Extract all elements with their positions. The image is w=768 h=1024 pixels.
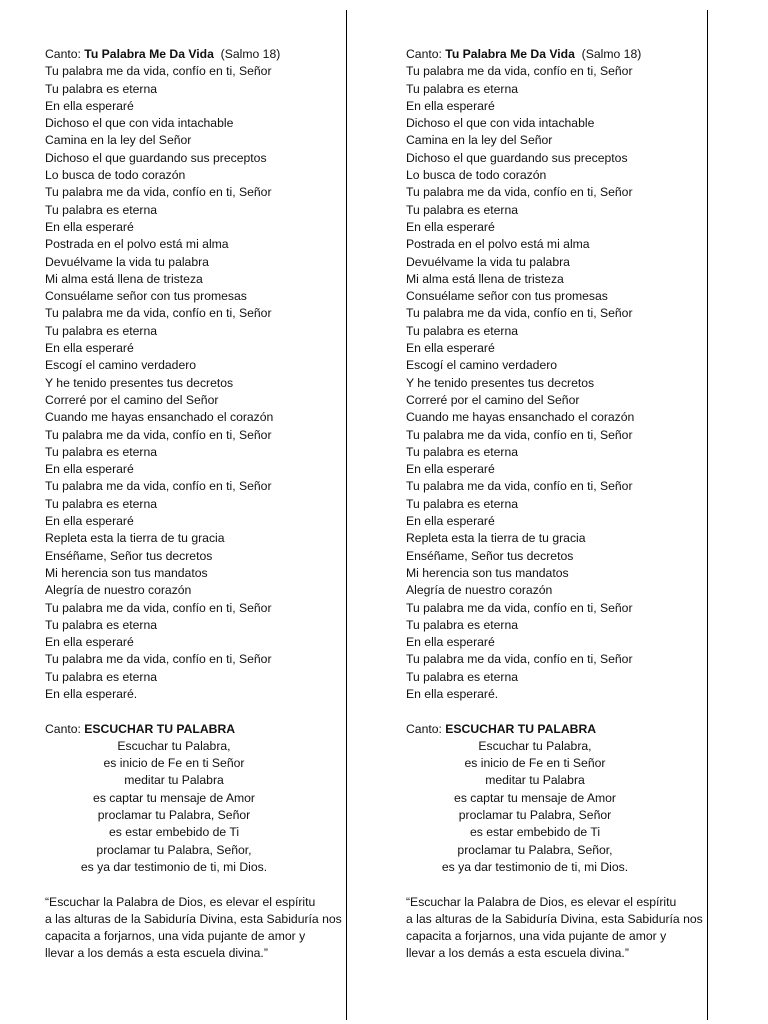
song2-heading: [45, 721, 350, 738]
lyric-line: Tu palabra es eterna: [45, 496, 158, 511]
lyric-line: En ella esperaré: [406, 219, 495, 234]
lyric-line: Tu palabra es eterna: [406, 617, 519, 632]
lyric-line: es captar tu mensaje de Amor: [93, 790, 255, 805]
lyric-line: Repleta esta la tierra de tu gracia: [45, 531, 225, 546]
lyric-line: En ella esperaré: [406, 514, 495, 529]
lyric-line: “Escuchar la Palabra de Dios, es elevar el espíritu: [406, 894, 677, 909]
section-spacer: [406, 876, 711, 893]
song2-heading: [406, 721, 711, 738]
lyric-line: Tu palabra es eterna: [406, 323, 519, 338]
lyric-line: Tu palabra es eterna: [406, 496, 519, 511]
lyric-line: Tu palabra me da vida, confío en ti, Señor: [45, 600, 272, 615]
lyric-line: Devuélvame la vida tu palabra: [406, 254, 570, 269]
quote-block: [406, 894, 711, 963]
song1-lyrics: [45, 63, 350, 703]
lyric-line: Consuélame señor con tus promesas: [406, 289, 608, 304]
lyric-line: Y he tenido presentes tus decretos: [406, 375, 595, 390]
lyric-line: proclamar tu Palabra, Señor,: [457, 842, 613, 857]
song1-reference: (Salmo 18): [220, 47, 281, 61]
song1-heading: [45, 46, 350, 63]
song-sheet-column-left: [45, 46, 350, 963]
lyric-line: Alegría de nuestro corazón: [406, 583, 553, 598]
lyric-line: Enséñame, Señor tus decretos: [45, 548, 213, 563]
song2-lyrics: [45, 738, 303, 876]
lyric-line: Postrada en el polvo está mi alma: [406, 237, 590, 252]
lyric-line: Cuando me hayas ensanchado el corazón: [45, 410, 274, 425]
song1-prefix: Canto:: [45, 47, 85, 61]
lyric-line: a las alturas de la Sabiduría Divina, esta Sabiduría nos: [45, 911, 342, 926]
song-sheet-column-right: [406, 46, 711, 963]
song1-heading: [406, 46, 711, 63]
lyric-line: proclamar tu Palabra, Señor: [97, 808, 251, 823]
lyric-line: es ya dar testimonio de ti, mi Dios.: [80, 859, 268, 874]
song1-lyrics: [406, 63, 711, 703]
song2-prefix: Canto:: [45, 721, 85, 736]
lyric-line: Tu palabra me da vida, confío en ti, Señor: [45, 306, 272, 321]
lyric-line: Alegría de nuestro corazón: [45, 583, 192, 598]
lyric-line: En ella esperaré: [406, 635, 495, 650]
song2-title: ESCUCHAR TU PALABRA: [84, 721, 236, 736]
lyric-line: Tu palabra me da vida, confío en ti, Señor: [406, 479, 633, 494]
lyric-line: Tu palabra me da vida, confío en ti, Señor: [406, 64, 633, 79]
lyric-line: “Escuchar la Palabra de Dios, es elevar el espíritu: [45, 894, 316, 909]
lyric-line: Mi alma está llena de tristeza: [45, 271, 203, 286]
lyric-line: Tu palabra me da vida, confío en ti, Señor: [45, 652, 272, 667]
lyric-line: Tu palabra es eterna: [45, 444, 158, 459]
lyric-line: En ella esperaré: [406, 462, 495, 477]
lyric-line: Mi herencia son tus mandatos: [406, 565, 569, 580]
section-spacer: [45, 703, 350, 720]
section-spacer: [406, 703, 711, 720]
lyric-line: En ella esperaré: [45, 219, 134, 234]
lyric-line: Tu palabra me da vida, confío en ti, Señor: [406, 185, 633, 200]
lyric-line: Escogí el camino verdadero: [45, 358, 197, 373]
lyric-line: Postrada en el polvo está mi alma: [45, 237, 229, 252]
lyric-line: Tu palabra es eterna: [406, 669, 519, 684]
lyric-line: proclamar tu Palabra, Señor: [458, 808, 612, 823]
lyric-line: capacita a forjarnos, una vida pujante de amor y: [406, 929, 667, 944]
lyric-line: Tu palabra es eterna: [406, 202, 519, 217]
lyric-line: es estar embebido de Ti: [469, 825, 601, 840]
lyric-line: Tu palabra es eterna: [45, 669, 158, 684]
lyric-line: Tu palabra me da vida, confío en ti, Señor: [406, 600, 633, 615]
lyric-line: Escuchar tu Palabra,: [117, 738, 231, 753]
lyric-line: En ella esperaré.: [45, 686, 138, 701]
lyric-line: llevar a los demás a esta escuela divina.”: [406, 946, 629, 961]
song1-prefix: Canto:: [406, 47, 446, 61]
lyric-line: Dichoso el que guardando sus preceptos: [45, 150, 267, 165]
lyric-line: Escuchar tu Palabra,: [478, 738, 592, 753]
lyric-line: Tu palabra me da vida, confío en ti, Señor: [45, 427, 272, 442]
lyric-line: Tu palabra me da vida, confío en ti, Señor: [406, 306, 633, 321]
lyric-line: a las alturas de la Sabiduría Divina, esta Sabiduría nos: [406, 911, 703, 926]
lyric-line: Tu palabra me da vida, confío en ti, Señor: [45, 64, 272, 79]
song2-prefix: Canto:: [406, 721, 446, 736]
lyric-line: meditar tu Palabra: [124, 773, 224, 788]
lyric-line: es captar tu mensaje de Amor: [454, 790, 616, 805]
song2-lyrics: [406, 738, 664, 876]
lyric-line: capacita a forjarnos, una vida pujante de amor y: [45, 929, 306, 944]
lyric-line: Tu palabra me da vida, confío en ti, Señor: [45, 185, 272, 200]
lyric-line: Devuélvame la vida tu palabra: [45, 254, 209, 269]
lyric-line: Y he tenido presentes tus decretos: [45, 375, 234, 390]
lyric-line: es inicio de Fe en ti Señor: [464, 756, 606, 771]
lyric-line: llevar a los demás a esta escuela divina.”: [45, 946, 268, 961]
lyric-line: Tu palabra es eterna: [45, 81, 158, 96]
lyric-line: Tu palabra es eterna: [406, 81, 519, 96]
lyric-line: Lo busca de todo corazón: [45, 168, 186, 183]
lyric-line: En ella esperaré: [45, 514, 134, 529]
lyric-line: Repleta esta la tierra de tu gracia: [406, 531, 586, 546]
lyric-line: Tu palabra es eterna: [45, 202, 158, 217]
lyric-line: Correré por el camino del Señor: [406, 392, 580, 407]
lyric-line: En ella esperaré: [45, 341, 134, 356]
lyric-line: Camina en la ley del Señor: [45, 133, 192, 148]
lyric-line: meditar tu Palabra: [485, 773, 585, 788]
song1-title: Tu Palabra Me Da Vida: [445, 47, 575, 61]
lyric-line: es estar embebido de Ti: [108, 825, 240, 840]
lyric-line: Camina en la ley del Señor: [406, 133, 553, 148]
lyric-line: Cuando me hayas ensanchado el corazón: [406, 410, 635, 425]
lyric-line: En ella esperaré: [45, 635, 134, 650]
lyric-line: Tu palabra es eterna: [45, 323, 158, 338]
section-spacer: [45, 876, 350, 893]
lyric-line: Consuélame señor con tus promesas: [45, 289, 247, 304]
song1-title: Tu Palabra Me Da Vida: [84, 47, 214, 61]
lyric-line: Enséñame, Señor tus decretos: [406, 548, 574, 563]
lyric-line: Tu palabra es eterna: [45, 617, 158, 632]
lyric-line: Dichoso el que con vida intachable: [406, 116, 595, 131]
lyric-line: Lo busca de todo corazón: [406, 168, 547, 183]
lyric-line: Correré por el camino del Señor: [45, 392, 219, 407]
lyric-line: es ya dar testimonio de ti, mi Dios.: [441, 859, 629, 874]
lyric-line: Mi herencia son tus mandatos: [45, 565, 208, 580]
lyric-line: En ella esperaré: [406, 341, 495, 356]
lyric-line: Dichoso el que guardando sus preceptos: [406, 150, 628, 165]
lyric-line: proclamar tu Palabra, Señor,: [96, 842, 252, 857]
lyric-line: Tu palabra es eterna: [406, 444, 519, 459]
lyric-line: Tu palabra me da vida, confío en ti, Señor: [45, 479, 272, 494]
quote-block: [45, 894, 350, 963]
lyric-line: En ella esperaré: [45, 98, 134, 113]
lyric-line: Mi alma está llena de tristeza: [406, 271, 564, 286]
lyric-line: En ella esperaré: [406, 98, 495, 113]
lyric-line: Tu palabra me da vida, confío en ti, Señor: [406, 427, 633, 442]
lyric-line: es inicio de Fe en ti Señor: [103, 756, 245, 771]
lyric-line: Escogí el camino verdadero: [406, 358, 558, 373]
lyric-line: En ella esperaré.: [406, 686, 499, 701]
song2-title: ESCUCHAR TU PALABRA: [445, 721, 597, 736]
lyric-line: Tu palabra me da vida, confío en ti, Señor: [406, 652, 633, 667]
lyric-line: Dichoso el que con vida intachable: [45, 116, 234, 131]
song1-reference: (Salmo 18): [581, 47, 642, 61]
lyric-line: En ella esperaré: [45, 462, 134, 477]
